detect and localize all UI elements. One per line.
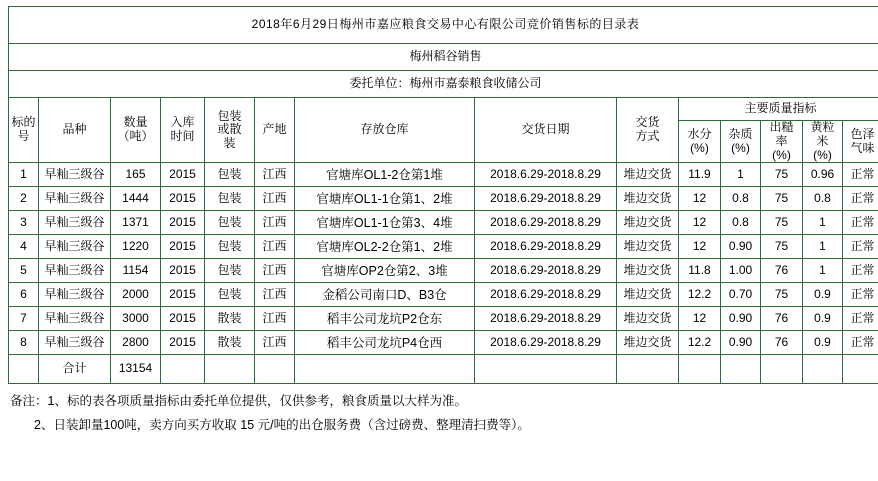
total-empty-milled-rate (761, 355, 803, 384)
cell-yellow-grain: 1 (803, 211, 843, 235)
header-quantity: 数量 （吨） (111, 98, 161, 163)
cell-variety: 早籼三级谷 (39, 211, 111, 235)
header-delivery-method: 交货 方式 (617, 98, 679, 163)
cell-variety: 早籼三级谷 (39, 307, 111, 331)
cell-origin: 江西 (255, 163, 295, 187)
cell-packing: 包装 (205, 283, 255, 307)
table-row (9, 307, 878, 331)
cell-warehouse: 稻丰公司龙坑P4仓西 (295, 331, 475, 355)
cell-origin: 江西 (255, 235, 295, 259)
cell-index: 1 (9, 163, 39, 187)
entrust-unit-label: 委托单位：梅州市嘉泰粮食收储公司 (9, 71, 878, 98)
cell-storage-time: 2015 (161, 163, 205, 187)
cell-milled-rate: 75 (761, 163, 803, 187)
header-milled-rate: 出糙 率 (%) (761, 121, 803, 163)
cell-variety: 早籼三级谷 (39, 235, 111, 259)
cell-color-smell: 正常 (843, 235, 878, 259)
subtitle-row (9, 44, 878, 71)
header-storage-time: 入库 时间 (161, 98, 205, 163)
total-label: 合计 (39, 355, 111, 384)
cell-color-smell: 正常 (843, 283, 878, 307)
header-yellow-grain: 黄粒 米 (%) (803, 121, 843, 163)
table-row (9, 283, 878, 307)
cell-variety: 早籼三级谷 (39, 187, 111, 211)
cell-index: 8 (9, 331, 39, 355)
cell-origin: 江西 (255, 259, 295, 283)
cell-packing: 散装 (205, 331, 255, 355)
cell-warehouse: 金稻公司南口D、B3仓 (295, 283, 475, 307)
cell-storage-time: 2015 (161, 235, 205, 259)
cell-impurity: 1.00 (721, 259, 761, 283)
table-row (9, 331, 878, 355)
table-row (9, 187, 878, 211)
cell-packing: 包装 (205, 211, 255, 235)
cell-delivery-method: 堆边交货 (617, 235, 679, 259)
cell-moisture: 12 (679, 187, 721, 211)
cell-quantity: 1220 (111, 235, 161, 259)
total-empty-delivery-date (475, 355, 617, 384)
cell-delivery-method: 堆边交货 (617, 259, 679, 283)
header-quality-group: 主要质量指标 (679, 98, 878, 121)
cell-delivery-date: 2018.6.29-2018.8.29 (475, 211, 617, 235)
cell-quantity: 1371 (111, 211, 161, 235)
cell-moisture: 12 (679, 307, 721, 331)
cell-color-smell: 正常 (843, 307, 878, 331)
cell-delivery-date: 2018.6.29-2018.8.29 (475, 235, 617, 259)
cell-index: 3 (9, 211, 39, 235)
table-row (9, 163, 878, 187)
header-packing: 包装 或散 装 (205, 98, 255, 163)
cell-milled-rate: 76 (761, 307, 803, 331)
total-empty-color-smell (843, 355, 878, 384)
page-title: 2018年6月29日梅州市嘉应粮食交易中心有限公司竞价销售标的目录表 (9, 7, 878, 44)
cell-milled-rate: 76 (761, 331, 803, 355)
cell-impurity: 0.8 (721, 187, 761, 211)
entrust-row (9, 71, 878, 98)
total-empty-delivery-method (617, 355, 679, 384)
total-empty-impurity (721, 355, 761, 384)
table-row (9, 235, 878, 259)
cell-quantity: 2000 (111, 283, 161, 307)
cell-moisture: 11.8 (679, 259, 721, 283)
cell-yellow-grain: 0.9 (803, 331, 843, 355)
cell-yellow-grain: 0.96 (803, 163, 843, 187)
total-empty-warehouse (295, 355, 475, 384)
cell-moisture: 12 (679, 235, 721, 259)
cell-milled-rate: 75 (761, 235, 803, 259)
cell-origin: 江西 (255, 187, 295, 211)
cell-moisture: 11.9 (679, 163, 721, 187)
title-row (9, 7, 878, 44)
cell-origin: 江西 (255, 331, 295, 355)
note-line-2: 2、日装卸量100吨，卖方向买方收取 15 元/吨的出仓服务费（含过磅费、整理清扫费等）。 (34, 418, 530, 433)
cell-delivery-method: 堆边交货 (617, 163, 679, 187)
cell-impurity: 0.90 (721, 331, 761, 355)
cell-yellow-grain: 0.8 (803, 187, 843, 211)
total-empty-origin (255, 355, 295, 384)
cell-warehouse: 稻丰公司龙坑P2仓东 (295, 307, 475, 331)
cell-packing: 包装 (205, 187, 255, 211)
cell-impurity: 0.70 (721, 283, 761, 307)
cell-index: 4 (9, 235, 39, 259)
cell-delivery-date: 2018.6.29-2018.8.29 (475, 307, 617, 331)
header-warehouse: 存放仓库 (295, 98, 475, 163)
cell-delivery-date: 2018.6.29-2018.8.29 (475, 163, 617, 187)
note-line-1: 备注：1、标的表各项质量指标由委托单位提供，仅供参考，粮食质量以大样为准。 (10, 394, 467, 409)
cell-yellow-grain: 0.9 (803, 283, 843, 307)
cell-moisture: 12.2 (679, 331, 721, 355)
cell-impurity: 0.8 (721, 211, 761, 235)
cell-delivery-date: 2018.6.29-2018.8.29 (475, 331, 617, 355)
cell-impurity: 0.90 (721, 235, 761, 259)
cell-quantity: 1154 (111, 259, 161, 283)
cell-storage-time: 2015 (161, 187, 205, 211)
total-empty-moisture (679, 355, 721, 384)
cell-color-smell: 正常 (843, 259, 878, 283)
cell-impurity: 1 (721, 163, 761, 187)
cell-variety: 早籼三级谷 (39, 163, 111, 187)
header-origin: 产地 (255, 98, 295, 163)
notes-section (8, 390, 870, 438)
cell-index: 5 (9, 259, 39, 283)
cell-color-smell: 正常 (843, 211, 878, 235)
cell-storage-time: 2015 (161, 259, 205, 283)
cell-delivery-method: 堆边交货 (617, 307, 679, 331)
cell-yellow-grain: 1 (803, 259, 843, 283)
cell-delivery-method: 堆边交货 (617, 187, 679, 211)
bid-listing-table (8, 6, 878, 384)
cell-moisture: 12 (679, 211, 721, 235)
cell-origin: 江西 (255, 283, 295, 307)
cell-packing: 包装 (205, 235, 255, 259)
cell-color-smell: 正常 (843, 187, 878, 211)
cell-quantity: 3000 (111, 307, 161, 331)
header-moisture: 水分 (%) (679, 121, 721, 163)
cell-origin: 江西 (255, 211, 295, 235)
cell-milled-rate: 76 (761, 259, 803, 283)
total-empty-yellow-grain (803, 355, 843, 384)
total-empty-packing (205, 355, 255, 384)
cell-warehouse: 官塘库OL1-2仓第1堆 (295, 163, 475, 187)
cell-delivery-date: 2018.6.29-2018.8.29 (475, 283, 617, 307)
cell-delivery-date: 2018.6.29-2018.8.29 (475, 259, 617, 283)
cell-index: 2 (9, 187, 39, 211)
table-row (9, 211, 878, 235)
cell-storage-time: 2015 (161, 211, 205, 235)
cell-storage-time: 2015 (161, 307, 205, 331)
cell-variety: 早籼三级谷 (39, 283, 111, 307)
cell-delivery-date: 2018.6.29-2018.8.29 (475, 187, 617, 211)
cell-color-smell: 正常 (843, 331, 878, 355)
header-variety: 品种 (39, 98, 111, 163)
cell-storage-time: 2015 (161, 283, 205, 307)
cell-origin: 江西 (255, 307, 295, 331)
cell-storage-time: 2015 (161, 331, 205, 355)
cell-warehouse: 官塘库OP2仓第2、3堆 (295, 259, 475, 283)
cell-quantity: 1444 (111, 187, 161, 211)
total-empty-storage-time (161, 355, 205, 384)
page-subtitle: 梅州稻谷销售 (9, 44, 878, 71)
cell-variety: 早籼三级谷 (39, 331, 111, 355)
cell-delivery-method: 堆边交货 (617, 211, 679, 235)
cell-milled-rate: 75 (761, 187, 803, 211)
cell-milled-rate: 75 (761, 283, 803, 307)
cell-variety: 早籼三级谷 (39, 259, 111, 283)
cell-quantity: 2800 (111, 331, 161, 355)
cell-packing: 包装 (205, 163, 255, 187)
header-group-row (9, 98, 878, 121)
header-color-smell: 色泽 气味 (843, 121, 878, 163)
cell-delivery-method: 堆边交货 (617, 283, 679, 307)
cell-impurity: 0.90 (721, 307, 761, 331)
cell-warehouse: 官塘库OL2-2仓第1、2堆 (295, 235, 475, 259)
header-index: 标的 号 (9, 98, 39, 163)
cell-milled-rate: 75 (761, 211, 803, 235)
cell-quantity: 165 (111, 163, 161, 187)
header-impurity: 杂质 (%) (721, 121, 761, 163)
cell-delivery-method: 堆边交货 (617, 331, 679, 355)
table-row (9, 259, 878, 283)
cell-warehouse: 官塘库OL1-1仓第3、4堆 (295, 211, 475, 235)
cell-packing: 包装 (205, 259, 255, 283)
total-quantity: 13154 (111, 355, 161, 384)
cell-yellow-grain: 0.9 (803, 307, 843, 331)
cell-color-smell: 正常 (843, 163, 878, 187)
cell-index: 6 (9, 283, 39, 307)
total-row (9, 355, 878, 384)
cell-index: 7 (9, 307, 39, 331)
header-delivery-date: 交货日期 (475, 98, 617, 163)
total-empty-index (9, 355, 39, 384)
cell-packing: 散装 (205, 307, 255, 331)
cell-moisture: 12.2 (679, 283, 721, 307)
cell-warehouse: 官塘库OL1-1仓第1、2堆 (295, 187, 475, 211)
cell-yellow-grain: 1 (803, 235, 843, 259)
